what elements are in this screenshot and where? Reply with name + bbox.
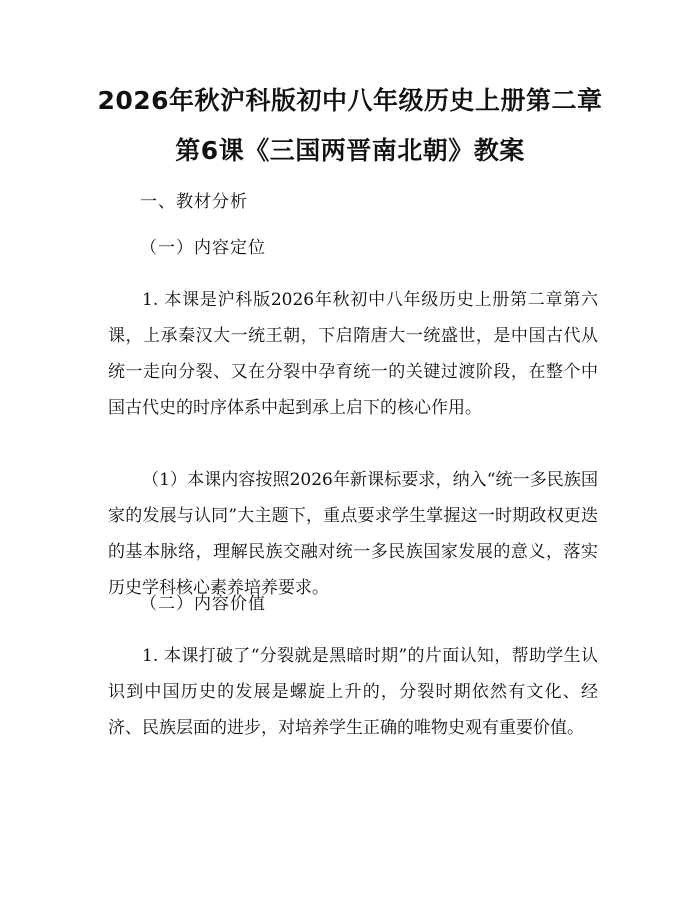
document-title-line-2: 第6课《三国两晋南北朝》教案	[175, 136, 525, 165]
subsection-heading-content-positioning: （一）内容定位	[140, 238, 266, 258]
paragraph-curriculum-requirements: （1）本课内容按照2026年新课标要求，纳入“统一多民族国家的发展与认同”大主题下，重点要求学生掌握这一时期政权更迭的基本脉络，理解民族交融对统一多民族国家发展的意义，落实历史学科核心素养培养要求。	[108, 470, 598, 598]
paragraph-content-value: 1. 本课打破了“分裂就是黑暗时期”的片面认知，帮助学生认识到中国历史的发展是螺旋上升的，分裂时期依然有文化、经济、民族层面的进步，对培养学生正确的唯物史观有重要价值。	[108, 646, 598, 738]
paragraph-content-positioning: 1. 本课是沪科版2026年秋初中八年级历史上册第二章第六课，上承秦汉大一统王朝，下启隋唐大一统盛世，是中国古代从统一走向分裂、又在分裂中孕育统一的关键过渡阶段，在整个中国古代史的时序体系中起到承上启下的核心作用。	[108, 290, 598, 418]
section-heading-textbook-analysis: 一、教材分析	[140, 192, 248, 212]
subsection-heading-content-value: （二）内容价值	[140, 594, 266, 614]
document-title-line-1: 2026年秋沪科版初中八年级历史上册第二章	[97, 86, 603, 115]
